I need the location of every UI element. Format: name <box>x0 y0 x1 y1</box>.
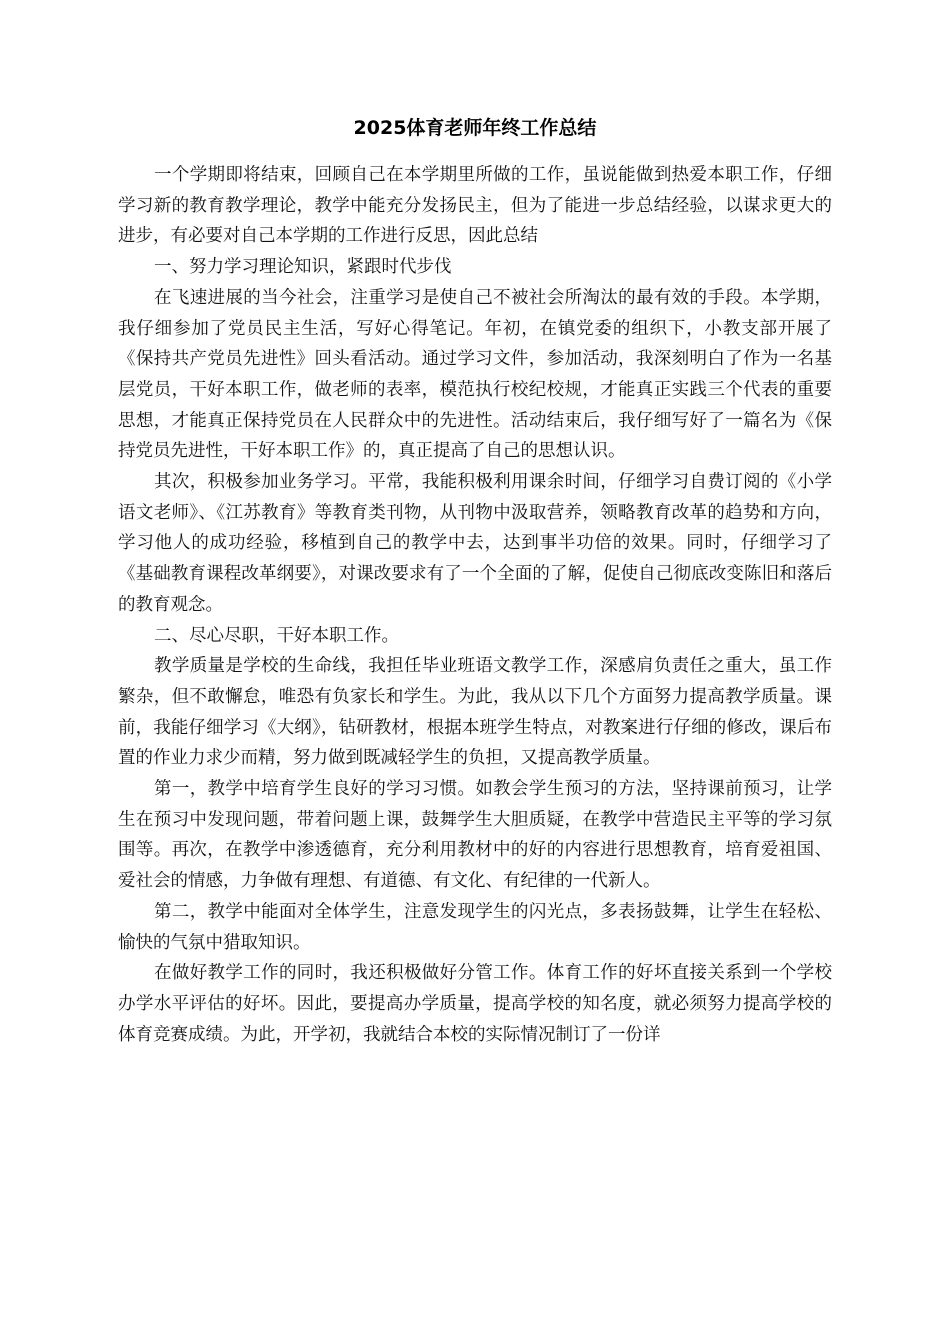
paragraph-first-point: 第一，教学中培育学生良好的学习习惯。如教会学生预习的方法，坚持课前预习，让学生在预习中发现问题，带着问题上课，鼓舞学生大胆质疑，在教学中营造民主平等的学习氛围等。再次，在教学中渗透德育，充分利用教材中的好的内容进行思想教育，培育爱祖国、爱社会的情感，力争做有理想、有道德、有文化、有纪律的一代新人。 <box>118 779 832 892</box>
section-heading-2: 二、尽心尽职，干好本职工作。 <box>154 625 399 646</box>
section-heading-1: 一、努力学习理论知识，紧跟时代步伐 <box>154 257 452 278</box>
paragraph-study: 在飞速进展的当今社会，注重学习是使自己不被社会所淘汰的最有效的手段。本学期，我仔细参加了党员民主生活，写好心得笔记。年初，在镇党委的组织下，小教支部开展了《保持共产党员先进性》回头看活动。通过学习文件，参加活动，我深刻明白了作为一名基层党员，干好本职工作，做老师的表率，模范执行校纪校规，才能真正实践三个代表的重要思想，才能真正保持党员在人民群众中的先进性。活动结束后，我仔细写好了一篇名为《保持党员先进性，干好本职工作》的，真正提高了自己的思想认识。 <box>118 287 832 462</box>
paragraph-teaching-quality: 教学质量是学校的生命线，我担任毕业班语文教学工作，深感肩负责任之重大，虽工作繁杂，但不敢懈怠，唯恐有负家长和学生。为此，我从以下几个方面努力提高教学质量。课前，我能仔细学习《大纲》，钻研教材，根据本班学生特点，对教案进行仔细的修改，课后布置的作业力求少而精，努力做到既减轻学生的负担，又提高教学质量。 <box>118 656 832 769</box>
paragraph-business-study: 其次，积极参加业务学习。平常，我能积极利用课余时间，仔细学习自费订阅的《小学语文老师》、《江苏教育》等教育类刊物，从刊物中汲取营养，领略教育改革的趋势和方向，学习他人的成功经验，移植到自己的教学中去，达到事半功倍的效果。同时，仔细学习了《基础教育课程改革纲要》，对课改要求有了一个全面的了解，促使自己彻底改变陈旧和落后的教育观念。 <box>118 472 832 615</box>
document-title: 2025体育老师年终工作总结 <box>353 117 597 139</box>
paragraph-intro: 一个学期即将结束，回顾自己在本学期里所做的工作，虽说能做到热爱本职工作，仔细学习新的教育教学理论，教学中能充分发扬民主，但为了能进一步总结经验，以谋求更大的进步，有必要对自己本学期的工作进行反思，因此总结 <box>118 165 832 247</box>
paragraph-sports-work: 在做好教学工作的同时，我还积极做好分管工作。体育工作的好坏直接关系到一个学校办学水平评估的好坏。因此，要提高办学质量，提高学校的知名度，就必须努力提高学校的体育竞赛成绩。为此，开学初，我就结合本校的实际情况制订了一份详 <box>118 963 832 1045</box>
paragraph-second-point: 第二，教学中能面对全体学生，注意发现学生的闪光点，多表扬鼓舞，让学生在轻松、愉快的气氛中猎取知识。 <box>118 901 832 953</box>
